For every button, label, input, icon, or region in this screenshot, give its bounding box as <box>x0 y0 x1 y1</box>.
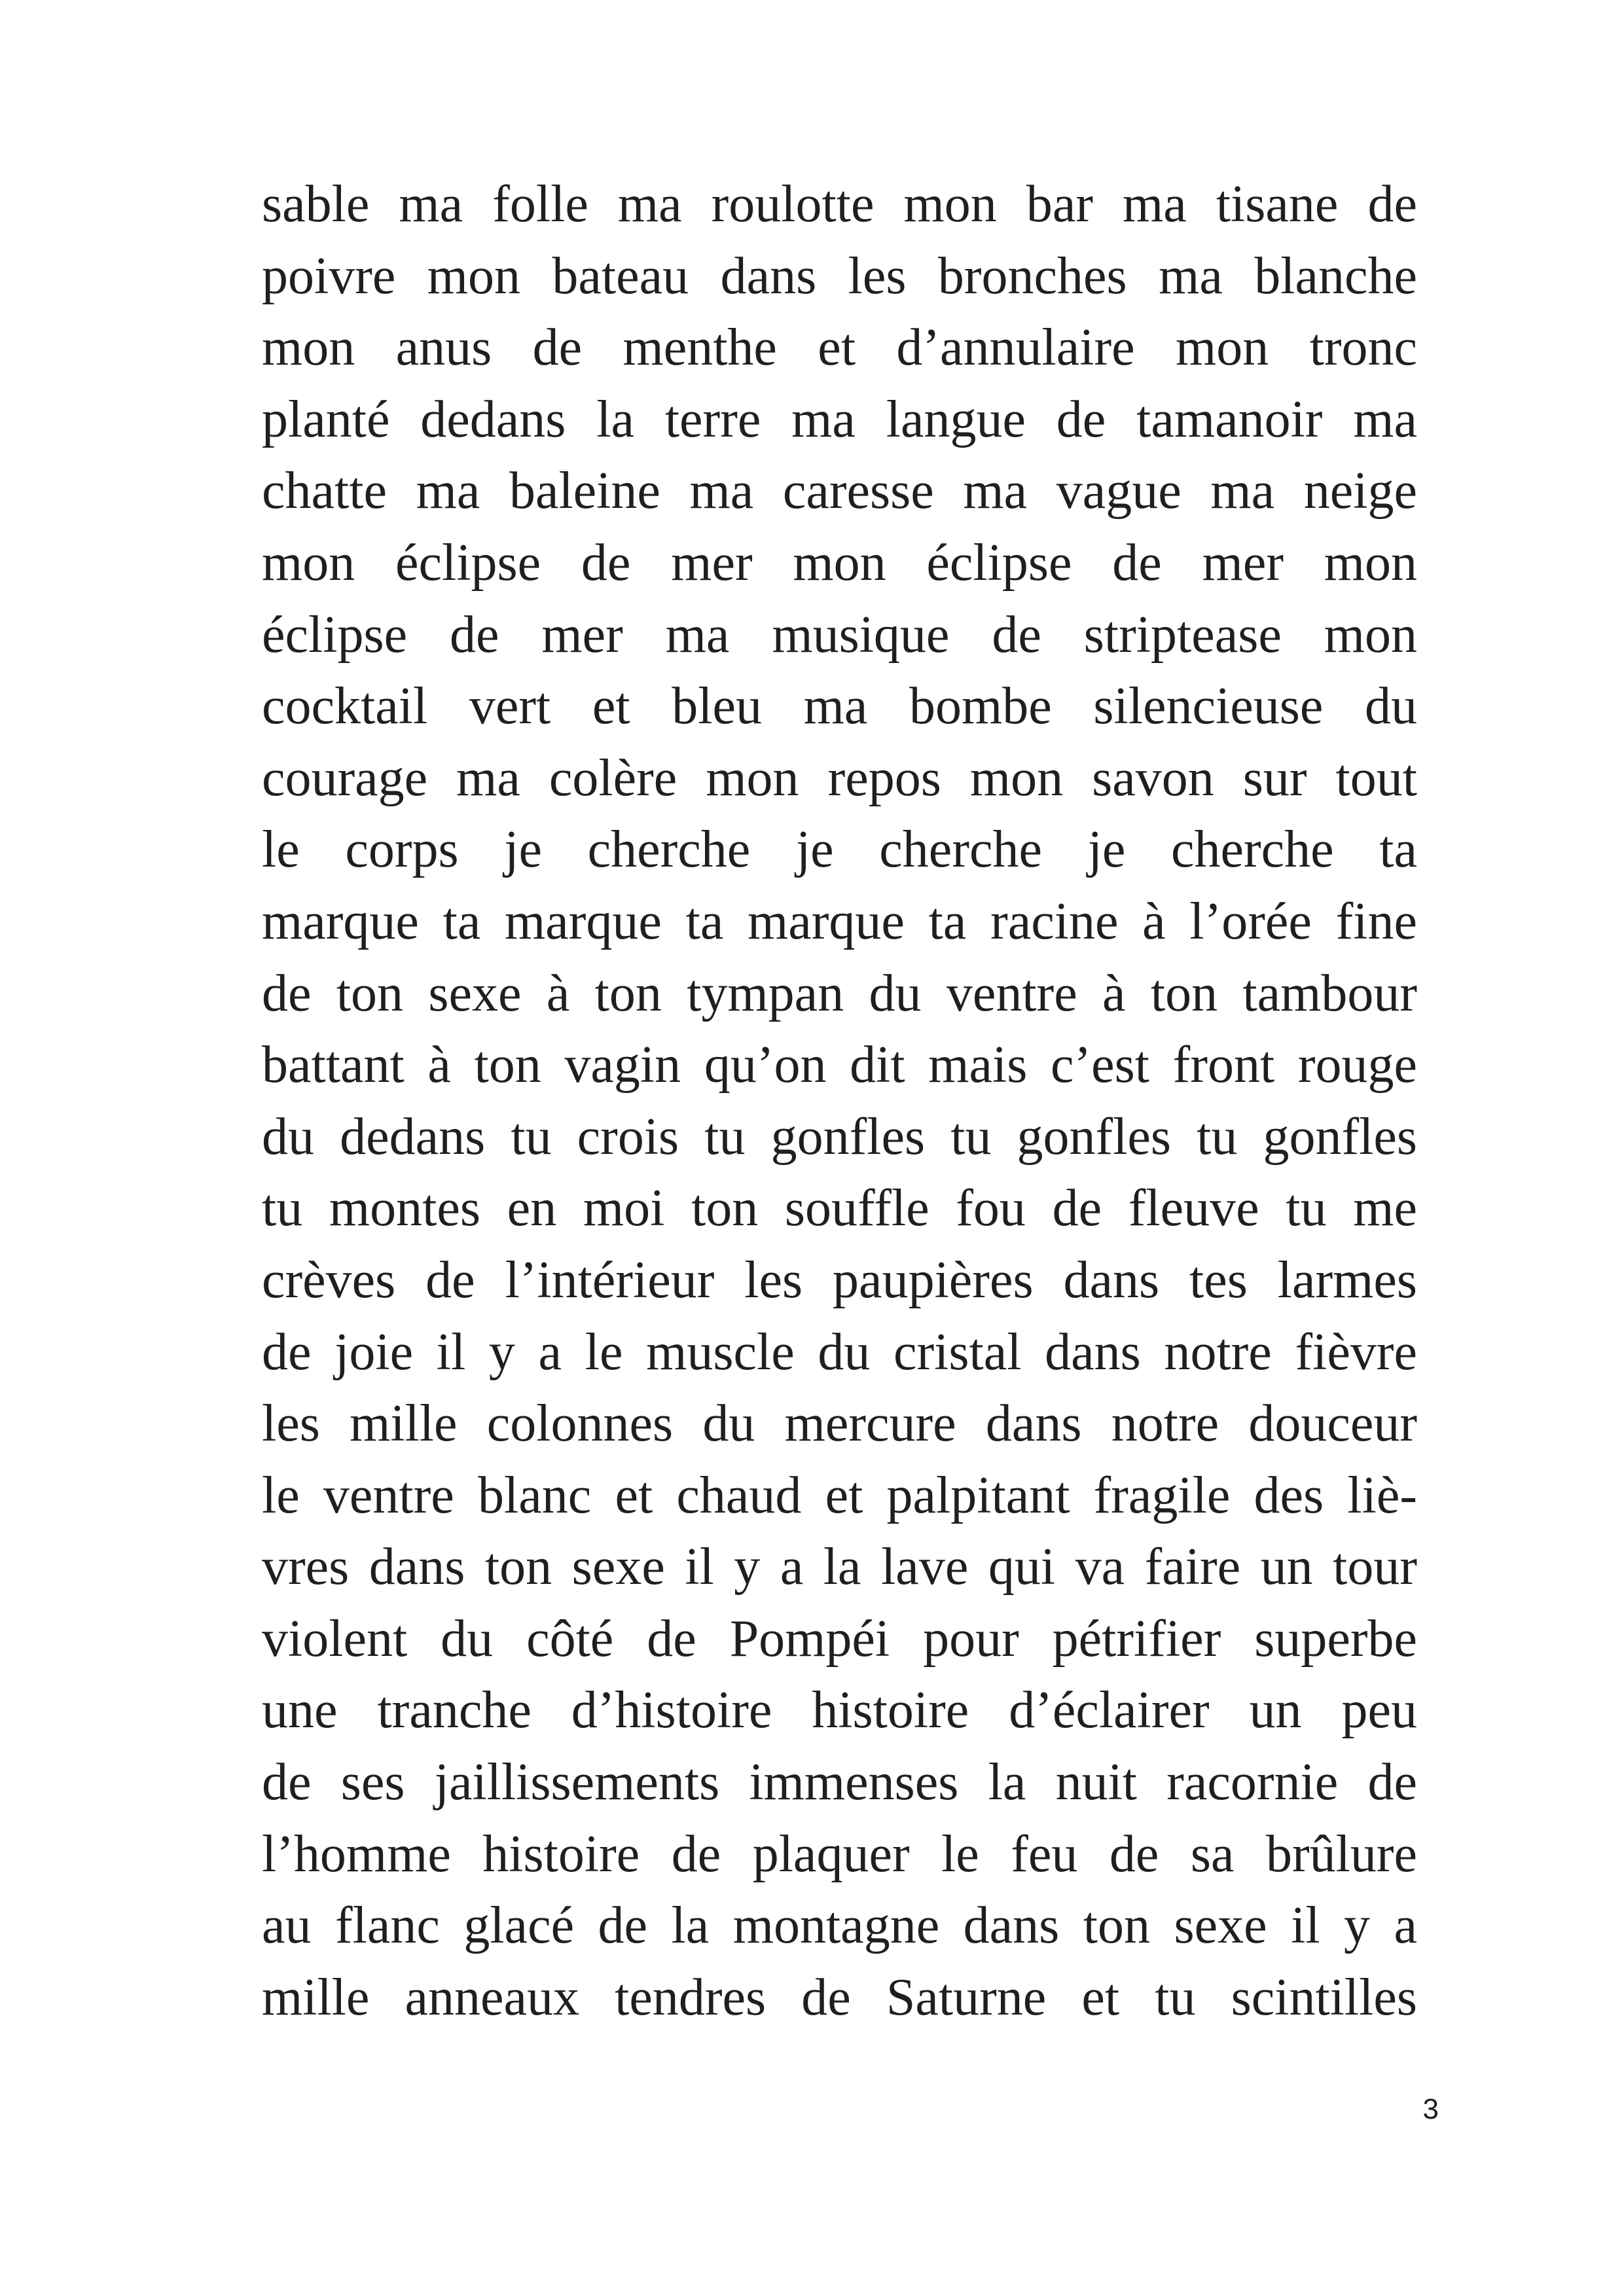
body-text <box>262 169 1417 2034</box>
text-line: battant à ton vagin qu’on dit mais c’est front rouge <box>262 1036 1417 1094</box>
text-line: courage ma colère mon repos mon savon sur tout <box>262 749 1417 807</box>
text-line: mon éclipse de mer mon éclipse de mer mon <box>262 533 1417 592</box>
page-number: 3 <box>1422 2093 1439 2125</box>
text-line: marque ta marque ta marque ta racine à l’orée fine <box>262 892 1417 950</box>
text-line: de ton sexe à ton tympan du ventre à ton tambour <box>262 964 1417 1022</box>
text-line: vres dans ton sexe il y a la lave qui va faire un tour <box>262 1538 1417 1596</box>
text-line: au flanc glacé de la montagne dans ton sexe il y a <box>262 1897 1417 1955</box>
text-line: les mille colonnes du mercure dans notre douceur <box>262 1395 1417 1453</box>
text-line: chatte ma baleine ma caresse ma vague ma neige <box>262 462 1417 520</box>
text-line: de joie il y a le muscle du cristal dans notre fièvre <box>262 1323 1417 1381</box>
text-line: du dedans tu crois tu gonfles tu gonfles tu gonfles <box>262 1107 1417 1166</box>
text-line: tu montes en moi ton souffle fou de fleuve tu me <box>262 1179 1417 1238</box>
text-line: violent du côté de Pompéi pour pétrifier superbe <box>262 1609 1417 1668</box>
text-line: planté dedans la terre ma langue de tamanoir ma <box>262 390 1417 448</box>
text-line: éclipse de mer ma musique de striptease mon <box>262 605 1417 664</box>
text-line: mon anus de menthe et d’annulaire mon tronc <box>262 319 1417 377</box>
text-line: poivre mon bateau dans les bronches ma blanche <box>262 247 1417 305</box>
text-line: sable ma folle ma roulotte mon bar ma tisane de <box>262 175 1417 233</box>
text-line: une tranche d’histoire histoire d’éclairer un peu <box>262 1681 1417 1740</box>
text-line: crèves de l’intérieur les paupières dans tes larmes <box>262 1251 1417 1309</box>
text-line: le ventre blanc et chaud et palpitant fragile des liè- <box>262 1466 1417 1524</box>
text-line: le corps je cherche je cherche je cherche ta <box>262 821 1417 879</box>
text-line: cocktail vert et bleu ma bombe silencieuse du <box>262 677 1417 736</box>
text-line: de ses jaillissements immenses la nuit racornie de <box>262 1753 1417 1812</box>
text-line: l’homme histoire de plaquer le feu de sa brûlure <box>262 1825 1417 1883</box>
text-line: mille anneaux tendres de Saturne et tu scintilles <box>262 1968 1417 2026</box>
